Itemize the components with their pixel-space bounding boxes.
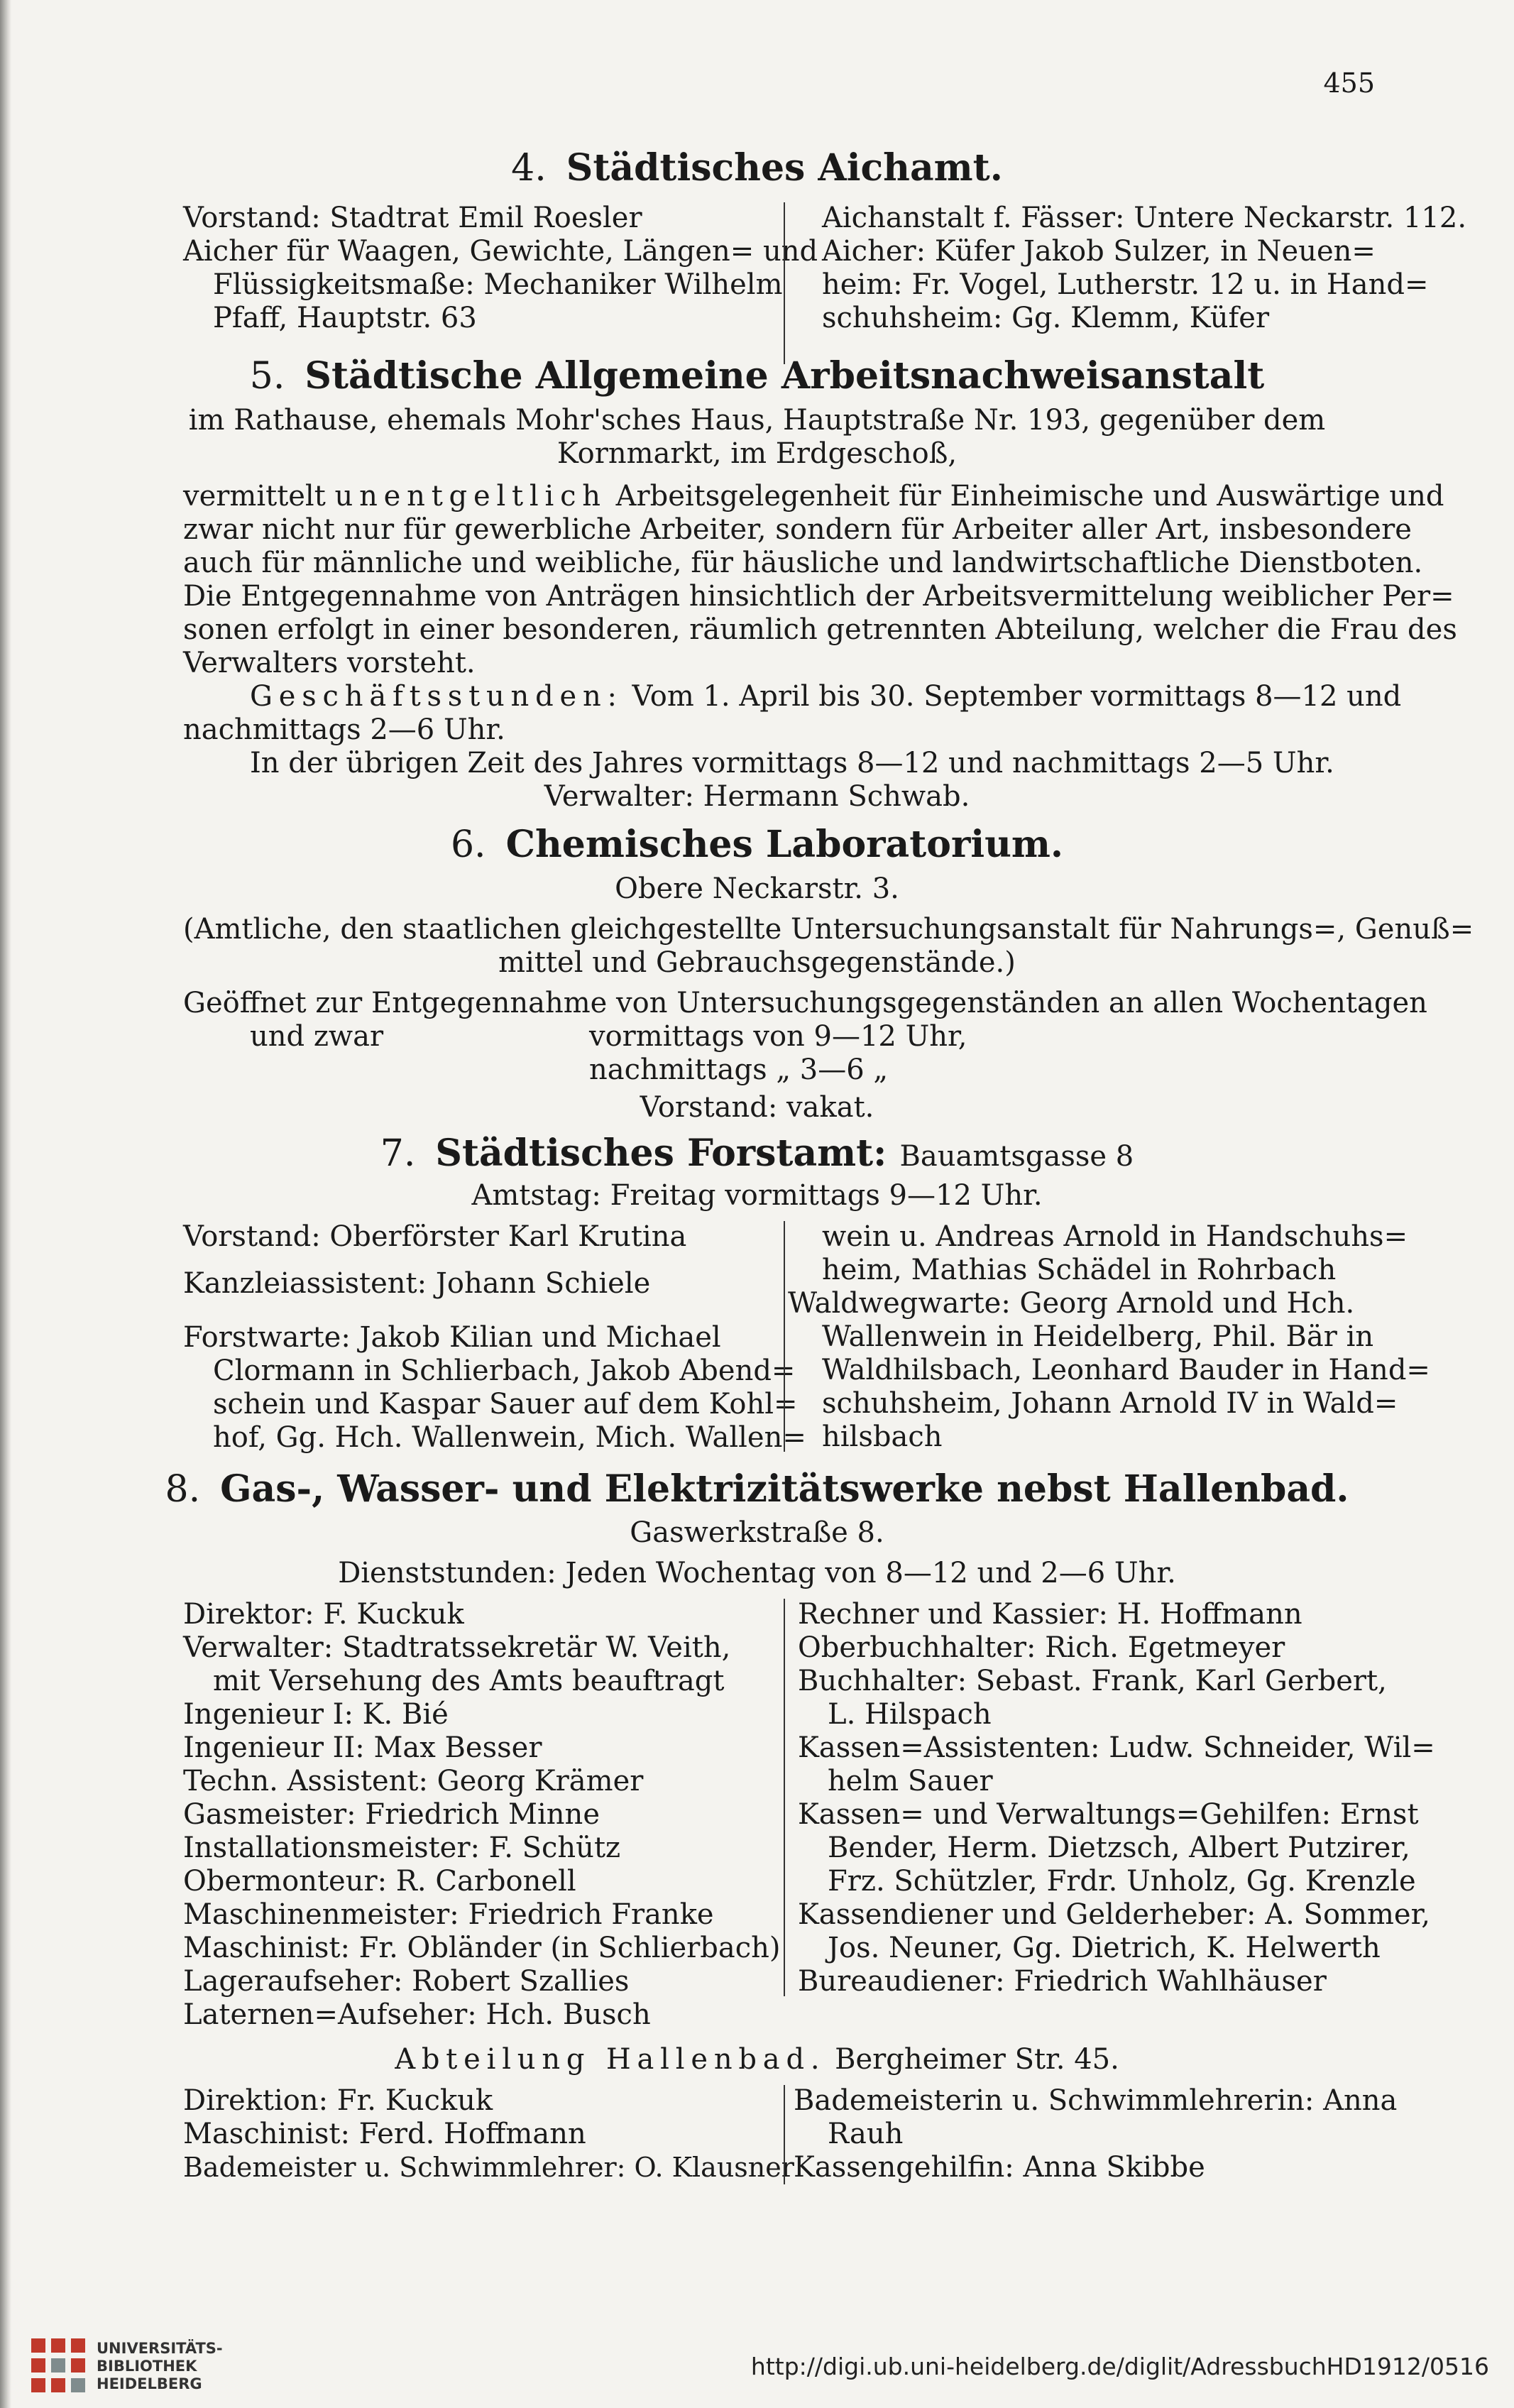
s8-right-line: helm Sauer (828, 1765, 993, 1797)
hallenbad-left-line: Maschinist: Ferd. Hoffmann (183, 2118, 586, 2150)
section-6-heading: 6. Chemisches Laboratorium. (450, 823, 1064, 866)
s7-right-line: wein u. Andreas Arnold in Handschuhs= (822, 1220, 1408, 1253)
s6-note-line: mittel und Gebrauchsgegenstände.) (498, 946, 1016, 979)
s5-body-line: zwar nicht nur für gewerbliche Arbeiter, sondern für Arbeiter aller Art, insbesondere (183, 513, 1412, 546)
s8-left-line: Maschinist: Fr. Obländer (in Schlierbach) (183, 1932, 781, 1964)
column-divider (784, 1221, 785, 1452)
section-7-heading: 7. Städtisches Forstamt: Bauamtsgasse 8 (380, 1132, 1134, 1175)
s8-left-line: Techn. Assistent: Georg Krämer (183, 1765, 644, 1797)
section-8-heading: 8. Gas-, Wasser- und Elektrizitätswerke nebst Hallenbad. (165, 1467, 1349, 1511)
hallenbad-right-line: Rauh (828, 2118, 904, 2150)
s4-right-line: schuhsheim: Gg. Klemm, Küfer (822, 302, 1270, 334)
s8-left-line: Ingenieur I: K. Bié (183, 1698, 449, 1731)
s6-note-line: (Amtliche, den staatlichen gleichgestellte Untersuchungsanstalt für Nahrungs=, Genuß= (183, 913, 1474, 946)
s7-left-line: hof, Gg. Hch. Wallenwein, Mich. Wallen= (213, 1421, 806, 1454)
s4-right-line: heim: Fr. Vogel, Lutherstr. 12 u. in Hand= (822, 268, 1429, 301)
s4-left-line: Pfaff, Hauptstr. 63 (213, 302, 477, 334)
s6-open-morning: vormittags von 9—12 Uhr, (589, 1020, 967, 1053)
s5-subtitle: im Rathause, ehemals Mohr'sches Haus, Hauptstraße Nr. 193, gegenüber dem (188, 404, 1326, 437)
s8-left-line: Laternen=Aufseher: Hch. Busch (183, 1998, 651, 2031)
s8-right-line: Bureaudiener: Friedrich Wahlhäuser (798, 1965, 1327, 1998)
s7-left-line: Kanzleiassistent: Johann Schiele (183, 1267, 651, 1300)
s8-left-line: Obermonteur: R. Carbonell (183, 1865, 576, 1898)
s5-body-line: Die Entgegennahme von Anträgen hinsichtlich der Arbeitsvermittelung weiblicher Per= (183, 580, 1454, 613)
s4-right-line: Aicher: Küfer Jakob Sulzer, in Neuen= (822, 235, 1376, 268)
hallenbad-heading: Abteilung Hallenbad. Bergheimer Str. 45. (395, 2043, 1119, 2076)
s5-body-line: sonen erfolgt in einer besonderen, räumlich getrennten Abteilung, welcher die Frau des (183, 613, 1457, 646)
s8-right-line: Kassendiener und Gelderheber: A. Sommer, (798, 1898, 1431, 1931)
library-name: UNIVERSITÄTS- BIBLIOTHEK HEIDELBERG (97, 2340, 223, 2392)
s5-hours-line: In der übrigen Zeit des Jahres vormittags 8—12 und nachmittags 2—5 Uhr. (250, 747, 1334, 779)
s8-left-line: Lageraufseher: Robert Szallies (183, 1965, 630, 1998)
s5-body-line: auch für männliche und weibliche, für häusliche und landwirtschaftliche Dienstboten. (183, 547, 1423, 579)
s6-open-afternoon: nachmittags „ 3—6 „ (589, 1054, 889, 1086)
s8-right-line: L. Hilspach (828, 1698, 992, 1731)
s8-right-line: Kassen= und Verwaltungs=Gehilfen: Ernst (798, 1798, 1419, 1831)
s4-left-line: Aicher für Waagen, Gewichte, Längen= und (183, 235, 818, 268)
s8-right-line: Bender, Herm. Dietzsch, Albert Putzirer, (828, 1832, 1410, 1864)
column-divider (784, 2085, 785, 2184)
source-url-link[interactable]: http://digi.ub.uni-heidelberg.de/diglit/AdressbuchHD1912/0516 (750, 2353, 1489, 2380)
s7-left-line: schein und Kaspar Sauer auf dem Kohl= (213, 1388, 798, 1421)
s5-hours-line: nachmittags 2—6 Uhr. (183, 713, 505, 746)
hallenbad-left-line: Bademeister u. Schwimmlehrer: O. Klausner (183, 2152, 794, 2183)
s8-left-line: mit Versehung des Amts beauftragt (213, 1665, 725, 1697)
s6-address: Obere Neckarstr. 3. (615, 872, 899, 905)
s8-right-line: Frz. Schützler, Frdr. Unholz, Gg. Krenzle (828, 1865, 1416, 1898)
s7-left-line: Forstwarte: Jakob Kilian und Michael (183, 1321, 721, 1354)
university-library-logo-icon (28, 2336, 88, 2395)
s5-body-line: Verwalters vorsteht. (183, 647, 476, 679)
s7-right-line: Waldwegwarte: Georg Arnold und Hch. (788, 1287, 1355, 1320)
s8-left-line: Ingenieur II: Max Besser (183, 1731, 542, 1764)
page-number: 455 (1323, 67, 1375, 99)
s8-hours: Dienststunden: Jeden Wochentag von 8—12 und 2—6 Uhr. (338, 1557, 1176, 1589)
hallenbad-left-line: Direktion: Fr. Kuckuk (183, 2084, 493, 2117)
s8-right-line: Jos. Neuner, Gg. Dietrich, K. Helwerth (828, 1932, 1381, 1964)
s6-head: Vorstand: vakat. (640, 1091, 874, 1124)
s8-address: Gaswerkstraße 8. (630, 1516, 884, 1549)
s8-left-line: Maschinenmeister: Friedrich Franke (183, 1898, 714, 1931)
s4-left-line: Vorstand: Stadtrat Emil Roesler (183, 202, 642, 234)
s8-left-line: Direktor: F. Kuckuk (183, 1598, 464, 1631)
s8-left-line: Installationsmeister: F. Schütz (183, 1832, 621, 1864)
hallenbad-right-line: Kassengehilfin: Anna Skibbe (794, 2151, 1205, 2184)
s7-right-line: Wallenwein in Heidelberg, Phil. Bär in (822, 1320, 1374, 1353)
s7-left-line: Clormann in Schlierbach, Jakob Abend= (213, 1354, 796, 1387)
s7-left-line: Vorstand: Oberförster Karl Krutina (183, 1220, 687, 1253)
s4-right-line: Aichanstalt f. Fässer: Untere Neckarstr. 112. (822, 202, 1467, 234)
s8-right-line: Buchhalter: Sebast. Frank, Karl Gerbert, (798, 1665, 1387, 1697)
column-divider (784, 202, 785, 364)
s8-left-line: Gasmeister: Friedrich Minne (183, 1798, 600, 1831)
s5-body-line: vermittelt unentgeltlich Arbeitsgelegenheit für Einheimische und Auswärtige und (183, 480, 1444, 513)
s8-right-line: Oberbuchhalter: Rich. Egetmeyer (798, 1631, 1285, 1664)
s5-administrator: Verwalter: Hermann Schwab. (544, 780, 970, 813)
s8-right-line: Kassen=Assistenten: Ludw. Schneider, Wil= (798, 1731, 1435, 1764)
section-4-heading: 4. Städtisches Aichamt. (511, 146, 1003, 190)
hallenbad-right-line: Bademeisterin u. Schwimmlehrerin: Anna (794, 2084, 1398, 2117)
s7-right-line: Waldhilsbach, Leonhard Bauder in Hand= (822, 1354, 1430, 1386)
s6-open-line: Geöffnet zur Entgegennahme von Untersuchungsgegenständen an allen Wochentagen (183, 987, 1427, 1019)
s7-office-day: Amtstag: Freitag vormittags 9—12 Uhr. (471, 1179, 1043, 1212)
column-divider (784, 1599, 785, 1996)
s7-right-line: schuhsheim, Johann Arnold IV in Wald= (822, 1387, 1398, 1420)
s8-right-line: Rechner und Kassier: H. Hoffmann (798, 1598, 1302, 1631)
s5-hours: Geschäftsstunden: Vom 1. April bis 30. September vormittags 8—12 und (250, 680, 1402, 713)
s7-right-line: heim, Mathias Schädel in Rohrbach (822, 1254, 1337, 1286)
digitization-footer (0, 2321, 1514, 2408)
section-5-heading: 5. Städtische Allgemeine Arbeitsnachweisanstalt (249, 354, 1265, 398)
s6-open-label: und zwar (250, 1020, 384, 1053)
s5-subtitle: Kornmarkt, im Erdgeschoß, (556, 437, 958, 470)
s8-left-line: Verwalter: Stadtratssekretär W. Veith, (183, 1631, 731, 1664)
s7-right-line: hilsbach (822, 1421, 943, 1453)
s4-left-line: Flüssigkeitsmaße: Mechaniker Wilhelm (213, 268, 783, 301)
